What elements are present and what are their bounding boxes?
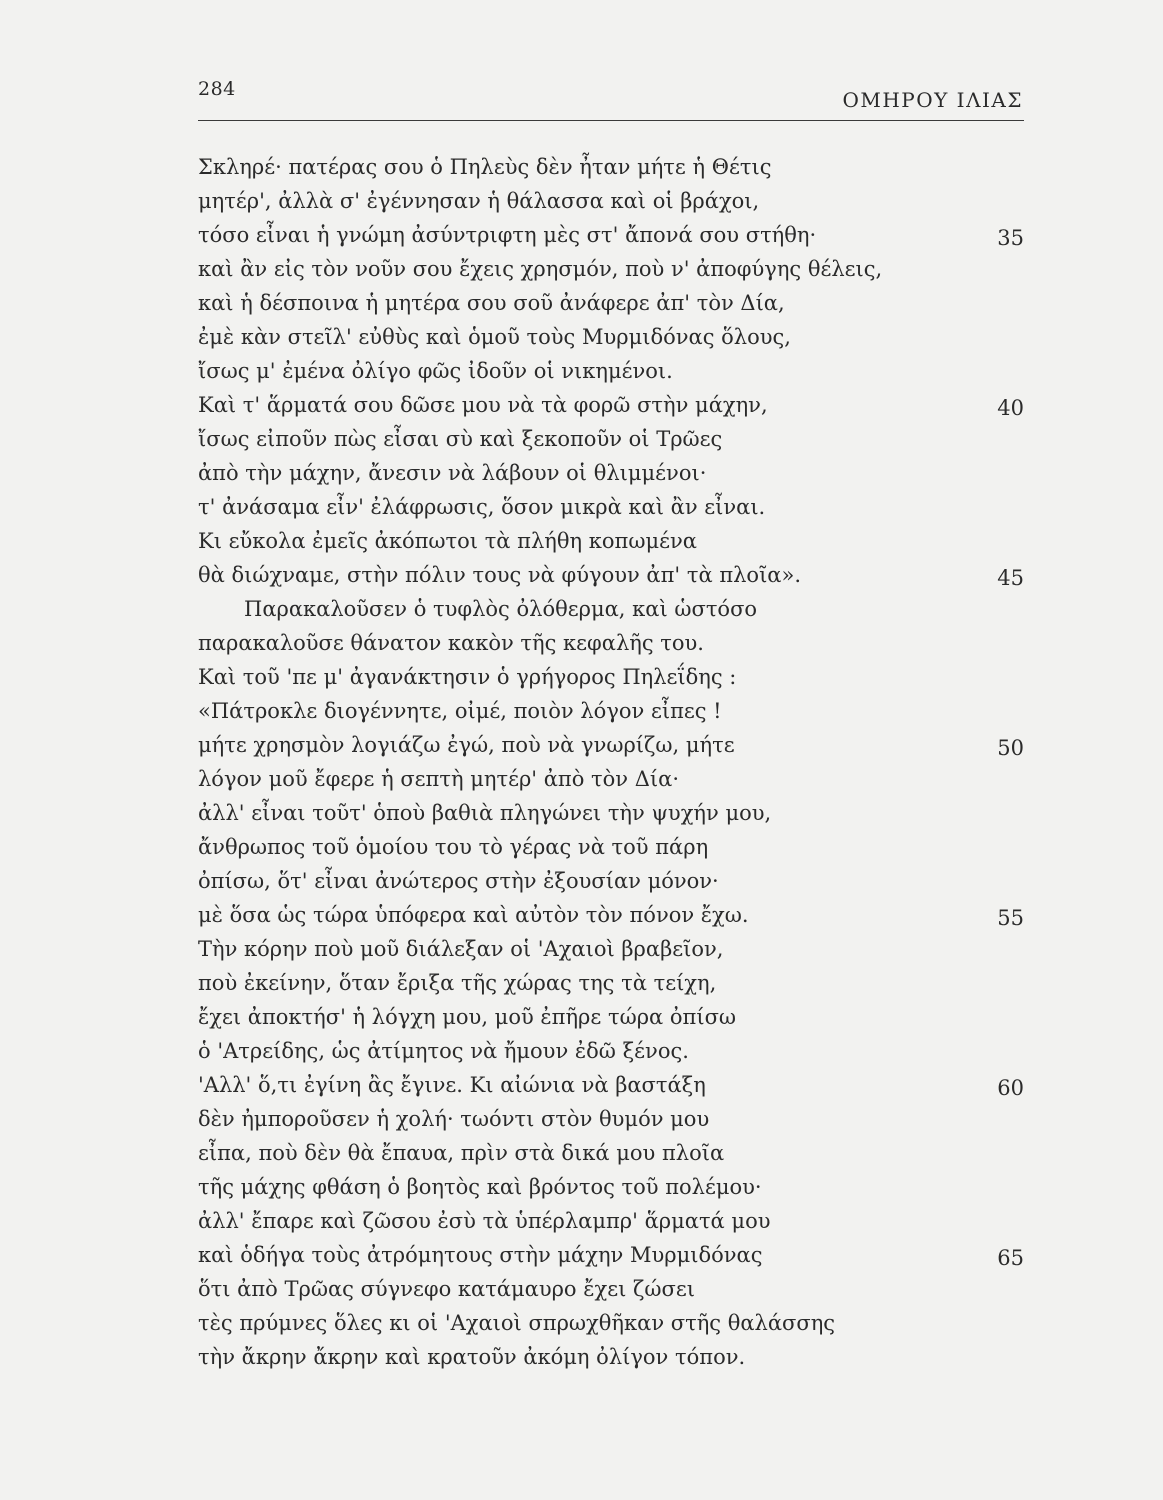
verse-line [198,354,1028,388]
verse-text: εἶπα, ποὺ δὲν θὰ ἔπαυα, πρὶν στὰ δικά μου πλοῖα [198,1141,725,1165]
verse-line [198,1306,1028,1340]
verse-text: ποὺ ἐκείνην, ὅταν ἔριξα τῆς χώρας της τὰ τείχη, [198,971,717,995]
verse-text: Καὶ τ' ἅρματά σου δῶσε μου νὰ τὰ φορῶ στὴν μάχην, [198,393,768,417]
verse-line [198,422,1028,456]
verse-text: ἀλλ' εἶναι τοῦτ' ὁποὺ βαθιὰ πληγώνει τὴν ψυχήν μου, [198,801,772,825]
verse-text: Τὴν κόρην ποὺ μοῦ διάλεξαν οἱ 'Αχαιοὶ βραβεῖον, [198,937,724,961]
verse-line [198,150,1028,184]
verse-line [198,626,1028,660]
line-number: 55 [997,906,1024,930]
verse-text: καὶ ὁδήγα τοὺς ἀτρόμητους στὴν μάχην Μυρμιδόνας [198,1243,763,1267]
verse-text: μὲ ὅσα ὡς τώρα ὑπόφερα καὶ αὐτὸν τὸν πόνον ἔχω. [198,903,749,927]
verse-line [198,1272,1028,1306]
verse-text: 'Αλλ' ὅ,τι ἐγίνη ἂς ἔγινε. Κι αἰώνια νὰ βαστάξη [198,1073,706,1097]
verse-line [198,762,1028,796]
verse-list [198,150,1028,1374]
verse-text: ἀπὸ τὴν μάχην, ἄνεσιν νὰ λάβουν οἱ θλιμμένοι· [198,461,707,485]
verse-text: τ' ἀνάσαμα εἶν' ἐλάφρωσις, ὅσον μικρὰ καὶ ἂν εἶναι. [198,495,766,519]
verse-text: ἐμὲ κὰν στεῖλ' εὐθὺς καὶ ὁμοῦ τοὺς Μυρμιδόνας ὅλους, [198,325,791,349]
verse-line [198,286,1028,320]
verse-text: Παρακαλοῦσεν ὁ τυφλὸς ὀλόθερμα, καὶ ὡστόσο [244,597,758,621]
verse-line [198,966,1028,1000]
verse-text: «Πάτροκλε διογέννητε, οἰμέ, ποιὸν λόγον εἶπες ! [198,699,722,723]
verse-text: ἴσως εἰποῦν πὼς εἶσαι σὺ καὶ ξεκοποῦν οἱ Τρῶες [198,427,723,451]
line-number: 35 [997,226,1024,250]
verse-line [198,1000,1028,1034]
verse-line [198,1170,1028,1204]
verse-text: ὁ 'Ατρείδης, ὡς ἀτίμητος νὰ ἤμουν ἐδῶ ξένος. [198,1039,689,1063]
verse-line [198,694,1028,728]
line-number: 60 [997,1076,1024,1100]
page-number: 284 [198,78,236,100]
verse-text: ὅτι ἀπὸ Τρῶας σύγνεφο κατάμαυρο ἔχει ζώσει [198,1277,695,1301]
verse-text: καὶ ἂν εἰς τὸν νοῦν σου ἔχεις χρησμόν, ποὺ ν' ἀποφύγης θέλεις, [198,257,883,281]
verse-text: ἴσως μ' ἐμένα ὀλίγο φῶς ἰδοῦν οἱ νικημένοι. [198,359,673,383]
verse-line [198,558,1028,592]
verse-text: δὲν ἠμποροῦσεν ἡ χολή· τωόντι στὸν θυμόν μου [198,1107,710,1131]
verse-line [198,796,1028,830]
verse-line [198,1034,1028,1068]
verse-line [198,456,1028,490]
line-number: 40 [997,396,1024,420]
verse-text: τὲς πρύμνες ὅλες κι οἱ 'Αχαιοὶ σπρωχθῆκαν στῆς θαλάσσης [198,1311,836,1335]
verse-line [198,728,1028,762]
verse-text: ἔχει ἀποκτήσ' ἡ λόγχη μου, μοῦ ἐπῆρε τώρα ὀπίσω [198,1005,737,1029]
verse-text: μητέρ', ἀλλὰ σ' ἐγέννησαν ἡ θάλασσα καὶ οἱ βράχοι, [198,189,760,213]
verse-text: τόσο εἶναι ἡ γνώμη ἀσύντριφτη μὲς στ' ἄπονά σου στήθη· [198,223,817,247]
verse-text: τὴν ἄκρην ἄκρην καὶ κρατοῦν ἀκόμη ὀλίγον τόπον. [198,1345,746,1369]
verse-line [198,490,1028,524]
verse-line [198,898,1028,932]
verse-line [198,524,1028,558]
verse-text: καὶ ἡ δέσποινα ἡ μητέρα σου σοῦ ἀνάφερε ἀπ' τὸν Δία, [198,291,785,315]
verse-text: μήτε χρησμὸν λογιάζω ἐγώ, ποὺ νὰ γνωρίζω, μήτε [198,733,735,757]
verse-text: παρακαλοῦσε θάνατον κακὸν τῆς κεφαλῆς του. [198,631,704,655]
verse-text: ἀλλ' ἔπαρε καὶ ζῶσου ἐσὺ τὰ ὑπέρλαμπρ' ἅρματά μου [198,1209,771,1233]
verse-text: Κι εὔκολα ἐμεῖς ἀκόπωτοι τὰ πλήθη κοπωμένα [198,529,697,553]
verse-text: τῆς μάχης φθάση ὁ βοητὸς καὶ βρόντος τοῦ πολέμου· [198,1175,762,1199]
verse-text: Σκληρέ· πατέρας σου ὁ Πηλεὺς δὲν ἦταν μήτε ἡ Θέτις [198,155,772,179]
verse-line [198,1204,1028,1238]
verse-line [198,1136,1028,1170]
verse-line [198,1238,1028,1272]
verse-line [198,1068,1028,1102]
verse-line [198,1102,1028,1136]
verse-line [198,932,1028,966]
verse-line [198,660,1028,694]
line-number: 50 [997,736,1024,760]
verse-line [198,1340,1028,1374]
verse-line [198,830,1028,864]
verse-line [198,388,1028,422]
line-number: 45 [997,566,1024,590]
verse-text: ἄνθρωπος τοῦ ὁμοίου του τὸ γέρας νὰ τοῦ πάρη [198,835,709,859]
verse-line [198,320,1028,354]
verse-text: λόγον μοῦ ἔφερε ἡ σεπτὴ μητέρ' ἀπὸ τὸν Δία· [198,767,680,791]
verse-line [198,252,1028,286]
running-title: ΟΜΗΡΟΥ ΙΛΙΑΣ [842,88,1023,112]
verse-line [198,864,1028,898]
verse-text: ὀπίσω, ὅτ' εἶναι ἀνώτερος στὴν ἐξουσίαν μόνον· [198,869,719,893]
verse-line [198,218,1028,252]
verse-text: Καὶ τοῦ 'πε μ' ἀγανάκτησιν ὁ γρήγορος Πηλεΐδης : [198,665,737,689]
header-rule [198,120,1024,121]
verse-line [198,184,1028,218]
verse-line [198,592,1028,626]
line-number: 65 [997,1246,1024,1270]
verse-text: θὰ διώχναμε, στὴν πόλιν τους νὰ φύγουν ἀπ' τὰ πλοῖα». [198,563,802,587]
